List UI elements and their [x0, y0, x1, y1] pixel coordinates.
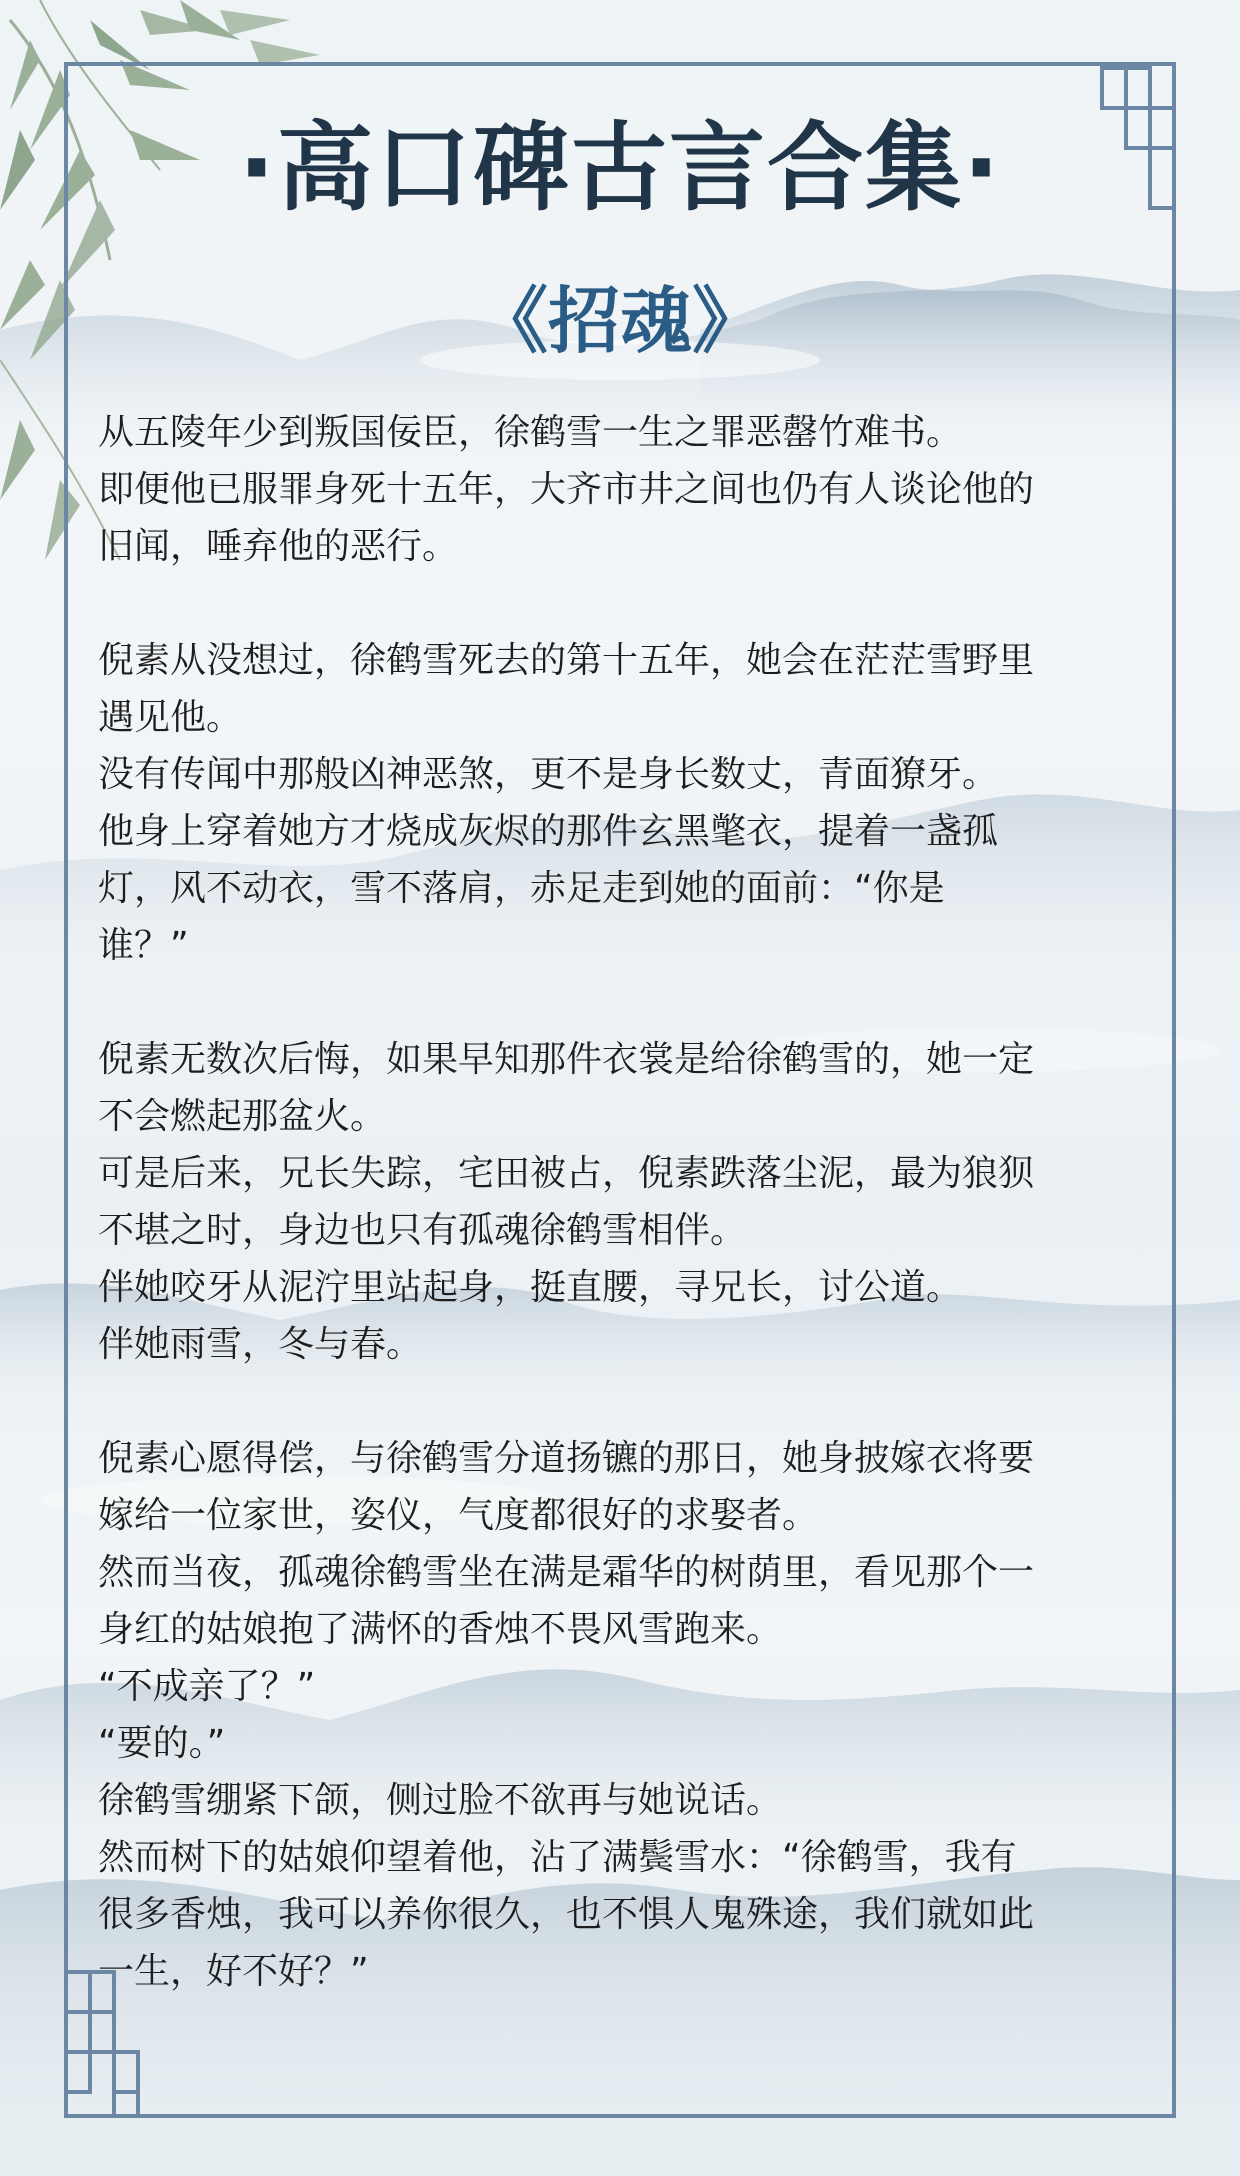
text-line: 倪素从没想过，徐鹤雪死去的第十五年，她会在茫茫雪野里 [98, 640, 1035, 681]
paragraph-gap [98, 575, 1158, 632]
text-line: 谁？” [98, 925, 189, 966]
text-line: 遇见他。 [98, 697, 243, 738]
text-line: 很多香烛，我可以养你很久，也不惧人鬼殊途，我们就如此 [98, 1894, 1035, 1935]
paragraph-gap [98, 1373, 1158, 1430]
text-line: 伴她咬牙从泥泞里站起身，挺直腰，寻兄长，讨公道。 [98, 1267, 963, 1308]
text-line: 倪素无数次后悔，如果早知那件衣裳是给徐鹤雪的，她一定 [98, 1039, 1035, 1080]
paragraph-gap [98, 974, 1158, 1031]
paragraph [98, 404, 1158, 575]
text-line: 从五陵年少到叛国佞臣，徐鹤雪一生之罪恶罄竹难书。 [98, 412, 963, 453]
text-line: 身红的姑娘抱了满怀的香烛不畏风雪跑来。 [98, 1609, 783, 1650]
text-line: 不堪之时，身边也只有孤魂徐鹤雪相伴。 [98, 1210, 747, 1251]
text-line: 一生，好不好？” [98, 1951, 369, 1992]
paragraph [98, 632, 1158, 974]
text-line: 倪素心愿得偿，与徐鹤雪分道扬镳的那日，她身披嫁衣将要 [98, 1438, 1035, 1479]
text-line: “不成亲了？” [98, 1666, 316, 1707]
text-line: 嫁给一位家世，姿仪，气度都很好的求娶者。 [98, 1495, 819, 1536]
text-line: 伴她雨雪，冬与春。 [98, 1324, 423, 1365]
text-line: 然而树下的姑娘仰望着他，沾了满鬓雪水：“徐鹤雪，我有 [98, 1837, 1017, 1878]
text-line: 然而当夜，孤魂徐鹤雪坐在满是霜华的树荫里，看见那个一 [98, 1552, 1035, 1593]
text-line: 没有传闻中那般凶神恶煞，更不是身长数丈，青面獠牙。 [98, 754, 999, 795]
text-line: 他身上穿着她方才烧成灰烬的那件玄黑氅衣，提着一盏孤 [98, 811, 999, 852]
paragraph [98, 1031, 1158, 1373]
text-line: 可是后来，兄长失踪，宅田被占，倪素跌落尘泥，最为狼狈 [98, 1153, 1035, 1194]
text-line: 即便他已服罪身死十五年，大齐市井之间也仍有人谈论他的 [98, 469, 1035, 510]
collection-title: ·高口碑古言合集· [238, 112, 1002, 224]
text-line: 不会燃起那盆火。 [98, 1096, 387, 1137]
text-line: “要的。” [98, 1723, 226, 1764]
text-line: 灯，风不动衣，雪不落肩，赤足走到她的面前：“你是 [98, 868, 945, 909]
text-line: 旧闻，唾弃他的恶行。 [98, 526, 459, 567]
book-title: 《招魂》 [475, 279, 764, 363]
synopsis-text [98, 404, 1158, 2000]
text-line: 徐鹤雪绷紧下颌，侧过脸不欲再与她说话。 [98, 1780, 783, 1821]
paragraph [98, 1430, 1158, 2000]
